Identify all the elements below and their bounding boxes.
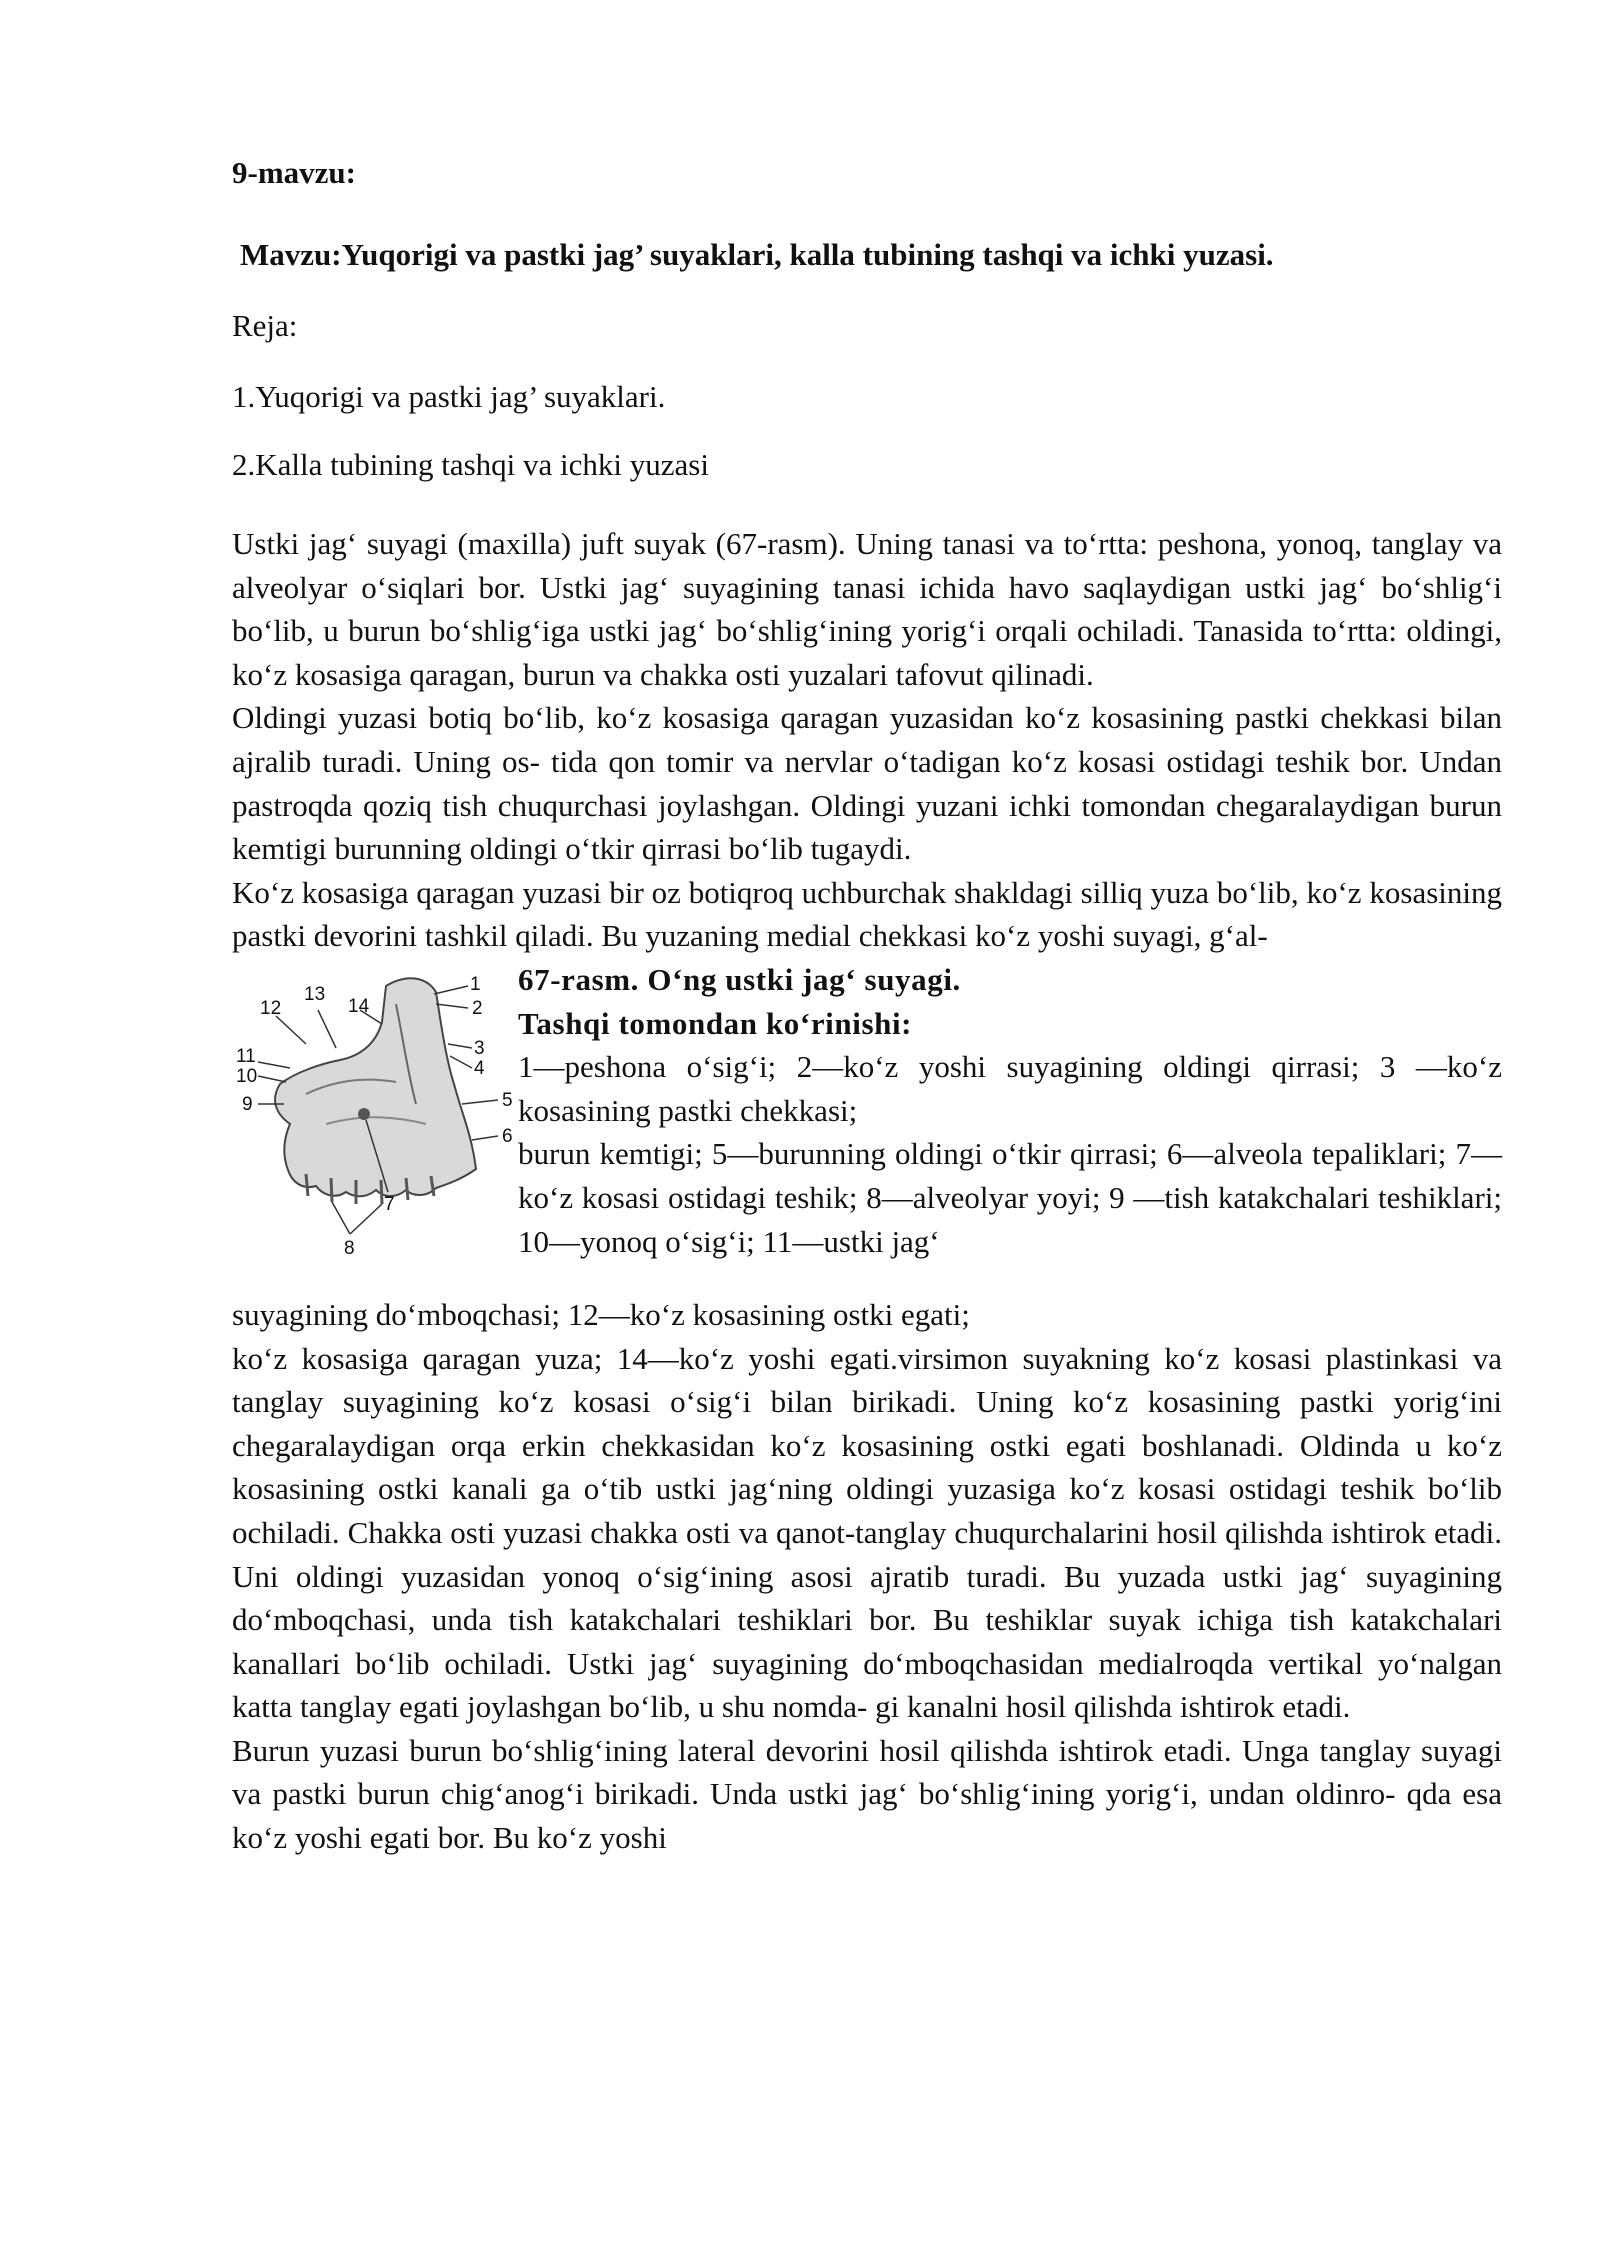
paragraph-2: Oldingi yuzasi botiq bo‘lib, ko‘z kosasiga qaragan yuzasidan ko‘z kosasining pastki chekkasi bilan ajralib turadi. Uning os- tida qon tomir va nervlar o‘tadigan ko‘z kosasi ostidagi teshik bor. Undan pastroqda qoziq tish chuqurchasi joylashgan. Oldingi yuzani ichki tomondan chegaralaydigan burun kemtigi burunning oldingi o‘tkir qirrasi bo‘lib tugaydi. xyxy=(232,700,1502,867)
figure-label-9: 9 xyxy=(242,1093,253,1115)
figure-label-11: 11 xyxy=(236,1045,256,1067)
figure-label-5: 5 xyxy=(502,1089,513,1111)
document-page xyxy=(232,150,1502,1860)
paragraph-1: Ustki jag‘ suyagi (maxilla) juft suyak (67-rasm). Uning tanasi va to‘rtta: peshona, yonoq, tanglay va alveolyar o‘siqlari bor. Ustki jag‘ suyagining tanasi ichida havo saqlaydigan ustki jag‘ bo‘shlig‘i bo‘lib, u burun bo‘shlig‘iga ustki jag‘ bo‘shlig‘ining yorig‘i orqali ochiladi. Tanasida to‘rtta: oldingi, ko‘z kosasiga qaragan, burun va chakka osti yuzalari tafovut qilinadi. xyxy=(232,526,1502,692)
plan-item-1: 1.Yuqorigi va pastki jag’ suyaklari. xyxy=(232,379,666,414)
caption-title-line1: 67-rasm. O‘ng ustki jag‘ suyagi. xyxy=(518,961,961,997)
figure-label-8: 8 xyxy=(344,1237,355,1259)
figure-label-4: 4 xyxy=(474,1057,485,1079)
caption-line2: burun kemtigi; 5—burunning oldingi o‘tkir qirrasi; 6—alveola tepaliklari; 7—ko‘z kosasi ostidagi teshik; 8—alveolyar yoyi; 9 —tish katakchalari teshiklari; 10—yonoq o‘sig‘i; 11—ustki jag‘ xyxy=(518,1136,1502,1259)
caption-line1: 1—peshona o‘sig‘i; 2—ko‘z yoshi suyagining oldingi qirrasi; 3 —ko‘z kosasining pastki chekkasi; xyxy=(518,1049,1502,1128)
figure-label-10: 10 xyxy=(236,1065,258,1087)
paragraph-4: ko‘z kosasiga qaragan yuza; 14—ko‘z yoshi egati.virsimon suyakning ko‘z kosasi plastinkasi va tanglay suyagining ko‘z kosasi o‘sig‘i bilan birikadi. Uning ko‘z kosasining pastki yorig‘ini chegaralaydigan orqa erkin chekkasidan ko‘z kosasining ostki egati boshlanadi. Oldinda u ko‘z kosasining ostki kanali ga o‘tib ustki jag‘ning oldingi yuzasiga ko‘z kosasi ostidagi teshik bo‘lib ochiladi. Chakka osti yuzasi chakka osti va qanot-tanglay chuqurchalarini hosil qilishda ishtirok etadi. Uni oldingi yuzasidan yonoq o‘sig‘ining asosi ajratib turadi. Bu yuzada ustki jag‘ suyagining do‘mboqchasi, unda tish katakchalari teshiklari bor. Bu teshiklar suyak ichiga tish katakchalari kanallari bo‘lib ochiladi. Ustki jag‘ suyagining do‘mboqchasidan medialroqda vertikal yo‘nalgan katta tanglay egati joylashgan bo‘lib, u shu nomda- gi kanalni hosil qilishda ishtirok etadi. xyxy=(232,1340,1502,1725)
figure-label-6: 6 xyxy=(502,1125,513,1147)
plan-label: Reja: xyxy=(232,308,298,343)
figure-label-13: 13 xyxy=(304,983,326,1005)
figure-label-14: 14 xyxy=(348,995,370,1017)
figure-label-12: 12 xyxy=(260,997,282,1019)
topic-number: 9-mavzu: xyxy=(232,155,356,190)
figure-label-7: 7 xyxy=(384,1193,395,1215)
figure-label-1: 1 xyxy=(470,973,481,995)
figure-label-3: 3 xyxy=(474,1037,485,1059)
figure-block xyxy=(232,958,1502,1293)
topic-title: Mavzu:Yuqorigi va pastki jag’ suyaklari, kalla tubining tashqi va ichki yuzasi. xyxy=(240,237,1274,272)
figure-label-2: 2 xyxy=(472,997,483,1019)
paragraph-3: Ko‘z kosasiga qaragan yuzasi bir oz botiqroq uchburchak shakldagi silliq yuza bo‘lib, ko‘z kosasining pastki devorini tashkil qiladi. Bu yuzaning medial chekkasi ko‘z yoshi suyagi, g‘al- xyxy=(232,874,1502,954)
paragraph-5: Burun yuzasi burun bo‘shlig‘ining lateral devorini hosil qilishda ishtirok etadi. Unga tanglay suyagi va pastki burun chig‘anog‘i birikadi. Unda ustki jag‘ bo‘shlig‘ining yorig‘i, undan oldinro- qda esa ko‘z yoshi egati bor. Bu ko‘z yoshi xyxy=(232,1732,1502,1856)
maxilla-bone-illustration xyxy=(236,964,536,1264)
figure-caption xyxy=(518,958,1502,1263)
plan-item-2: 2.Kalla tubining tashqi va ichki yuzasi xyxy=(232,447,709,482)
caption-continuation: suyagining do‘mboqchasi; 12—ko‘z kosasining ostki egati; xyxy=(232,1296,970,1332)
caption-title-line2: Tashqi tomondan ko‘rinishi: xyxy=(518,1005,913,1041)
